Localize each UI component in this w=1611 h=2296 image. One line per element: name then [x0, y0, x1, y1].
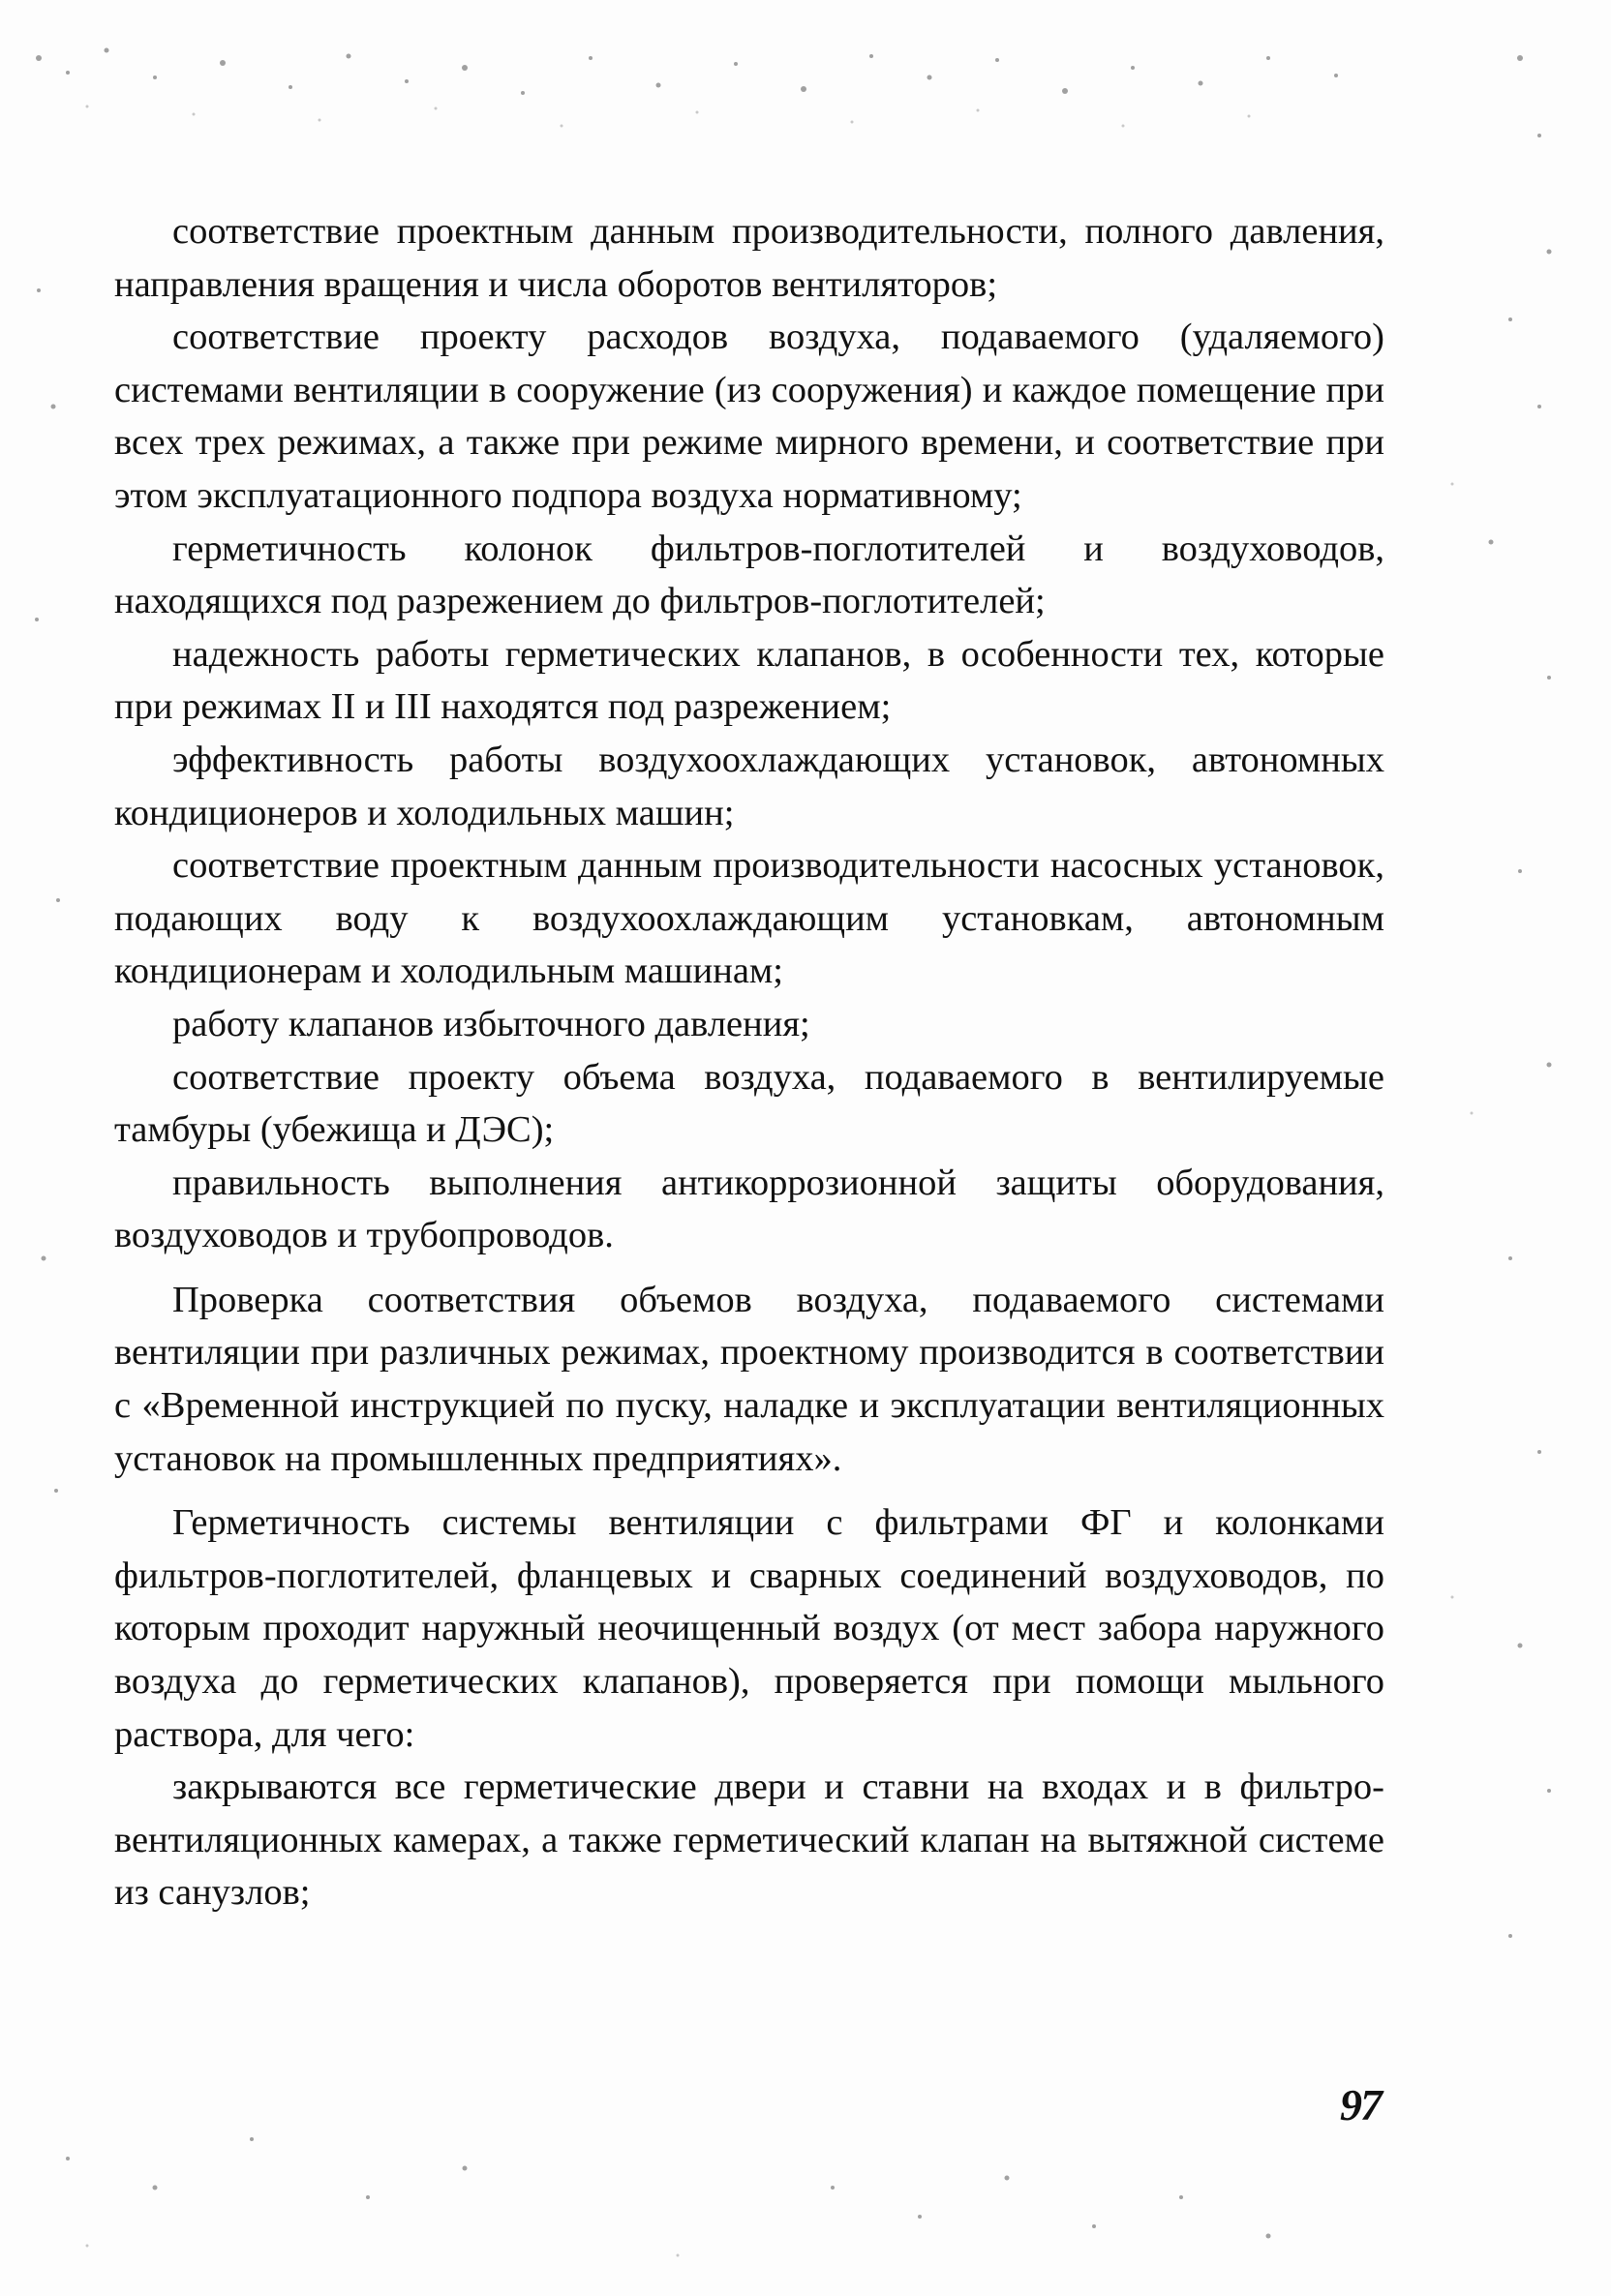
- paragraph-tightness: Герметичность системы вентиляции с фильтрами ФГ и колонками фильтров-поглотителей, фланцевых и сварных соединений воздуховодов, по которым проходит наружный неочищенный воздух (от мест забора наружного воздуха до герметических клапанов), проверяется при помощи мыльного раствора, для чего:: [114, 1502, 1384, 1755]
- list-item: соответствие проекту объема воздуха, подаваемого в вентилируемые тамбуры (убежища и ДЭС);: [114, 1056, 1384, 1151]
- list-item: работу клапанов избыточного давления;: [172, 1003, 810, 1044]
- list-item: правильность выполнения антикоррозионной защиты оборудования, воздуховодов и трубопроводов.: [114, 1162, 1384, 1256]
- body-text: [114, 205, 1384, 1919]
- list-item: соответствие проектным данным производительности, полного давления, направления вращения и числа оборотов вентиляторов;: [114, 211, 1384, 305]
- paragraph-check: Проверка соответствия объемов воздуха, подаваемого системами вентиляции при различных режимах, проектному производится в соответствии с «Временной инструкцией по пуску, наладке и эксплуатации вентиляционных установок на промышленных предприятиях».: [114, 1279, 1384, 1479]
- list-item: эффективность работы воздухоохлаждающих установок, автономных кондиционеров и холодильных машин;: [114, 739, 1384, 833]
- list-item: герметичность колонок фильтров-поглотителей и воздуховодов, находящихся под разрежением до фильтров-поглотителей;: [114, 528, 1384, 622]
- list-item: соответствие проекту расходов воздуха, подаваемого (удаляемого) системами вентиляции в сооружение (из сооружения) и каждое помещение при всех трех режимах, а также при режиме мирного времени, и соответствие при этом эксплуатационного подпора воздуха нормативному;: [114, 317, 1384, 516]
- page-number: 97: [1340, 2080, 1381, 2130]
- list-item: соответствие проектным данным производительности насосных установок, подающих воду к воздухоохлаждающим установкам, автономным кондиционерам и холодильным машинам;: [114, 845, 1384, 992]
- list-item-final: закрываются все герметические двери и ставни на входах и в фильтро-вентиляционных камерах, а также герметический клапан на вытяжной системе из санузлов;: [114, 1767, 1384, 1914]
- list-item: надежность работы герметических клапанов, в особенности тех, которые при режимах II и III находятся под разрежением;: [114, 633, 1384, 728]
